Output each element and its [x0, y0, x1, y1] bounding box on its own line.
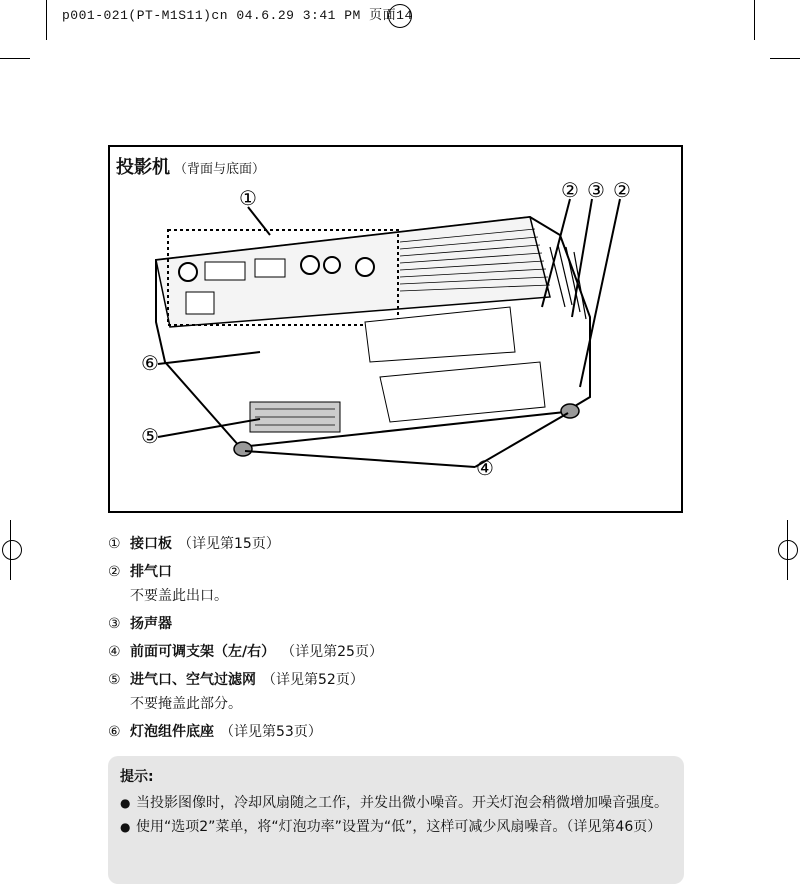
part-number: ④ [108, 644, 121, 660]
part-description: 不要盖此出口。 [130, 588, 228, 604]
part-number: ② [108, 564, 121, 580]
part-name: 进气口、空气过滤网 [130, 672, 256, 688]
part-reference: （详见第52页） [262, 672, 364, 688]
part-name: 接口板 [130, 536, 172, 552]
tips-box [108, 756, 684, 884]
part-name: 扬声器 [130, 616, 172, 632]
part-number: ⑤ [108, 672, 121, 688]
callout-6: ⑥ [141, 351, 159, 375]
callout-4: ④ [476, 456, 494, 480]
crop-mark [10, 520, 11, 580]
tip-item [120, 816, 672, 838]
registration-mark [388, 4, 412, 28]
crop-mark [0, 58, 30, 59]
bullet-icon: ● [120, 820, 131, 834]
part-number: ① [108, 536, 121, 552]
part-description: 不要掩盖此部分。 [130, 696, 242, 712]
part-item [108, 641, 678, 661]
callout-2b: ② [613, 178, 631, 202]
part-item [108, 721, 678, 741]
part-name: 前面可调支架（左/右） [130, 644, 276, 660]
crop-mark [46, 0, 47, 40]
print-header: p001-021(PT-M1S11)cn 04.6.29 3:41 PM 页面14 [62, 8, 413, 23]
registration-mark [778, 540, 798, 560]
parts-list [108, 533, 678, 749]
part-item [108, 561, 678, 581]
part-name: 排气口 [130, 564, 172, 580]
crop-mark [770, 58, 800, 59]
callout-1: ① [239, 186, 257, 210]
part-item [108, 613, 678, 633]
callout-3: ③ [587, 178, 605, 202]
callout-2a: ② [561, 178, 579, 202]
registration-mark [2, 540, 22, 560]
tip-item [120, 792, 672, 814]
projector-figure [108, 145, 683, 513]
crop-mark [754, 0, 755, 40]
part-reference: （详见第25页） [281, 644, 383, 660]
tips-title: 提示: [120, 769, 154, 785]
part-number: ③ [108, 616, 121, 632]
part-name: 灯泡组件底座 [130, 724, 214, 740]
figure-subtitle: （背面与底面） [174, 162, 266, 177]
tip-text: 当投影图像时，冷却风扇随之工作，并发出微小噪音。开关灯泡会稍微增加噪音强度。 [136, 795, 668, 811]
tip-text: 使用“选项2”菜单，将“灯泡功率”设置为“低”，这样可减少风扇噪音。（详见第46页） [136, 819, 662, 835]
part-reference: （详见第15页） [178, 536, 280, 552]
projector-illustration [110, 147, 681, 511]
part-item [108, 669, 678, 689]
part-number: ⑥ [108, 724, 121, 740]
callout-5: ⑤ [141, 424, 159, 448]
part-reference: （详见第53页） [220, 724, 322, 740]
figure-title-text: 投影机 [116, 157, 170, 178]
bullet-icon: ● [120, 796, 131, 810]
part-item [108, 533, 678, 553]
crop-mark [787, 520, 788, 580]
